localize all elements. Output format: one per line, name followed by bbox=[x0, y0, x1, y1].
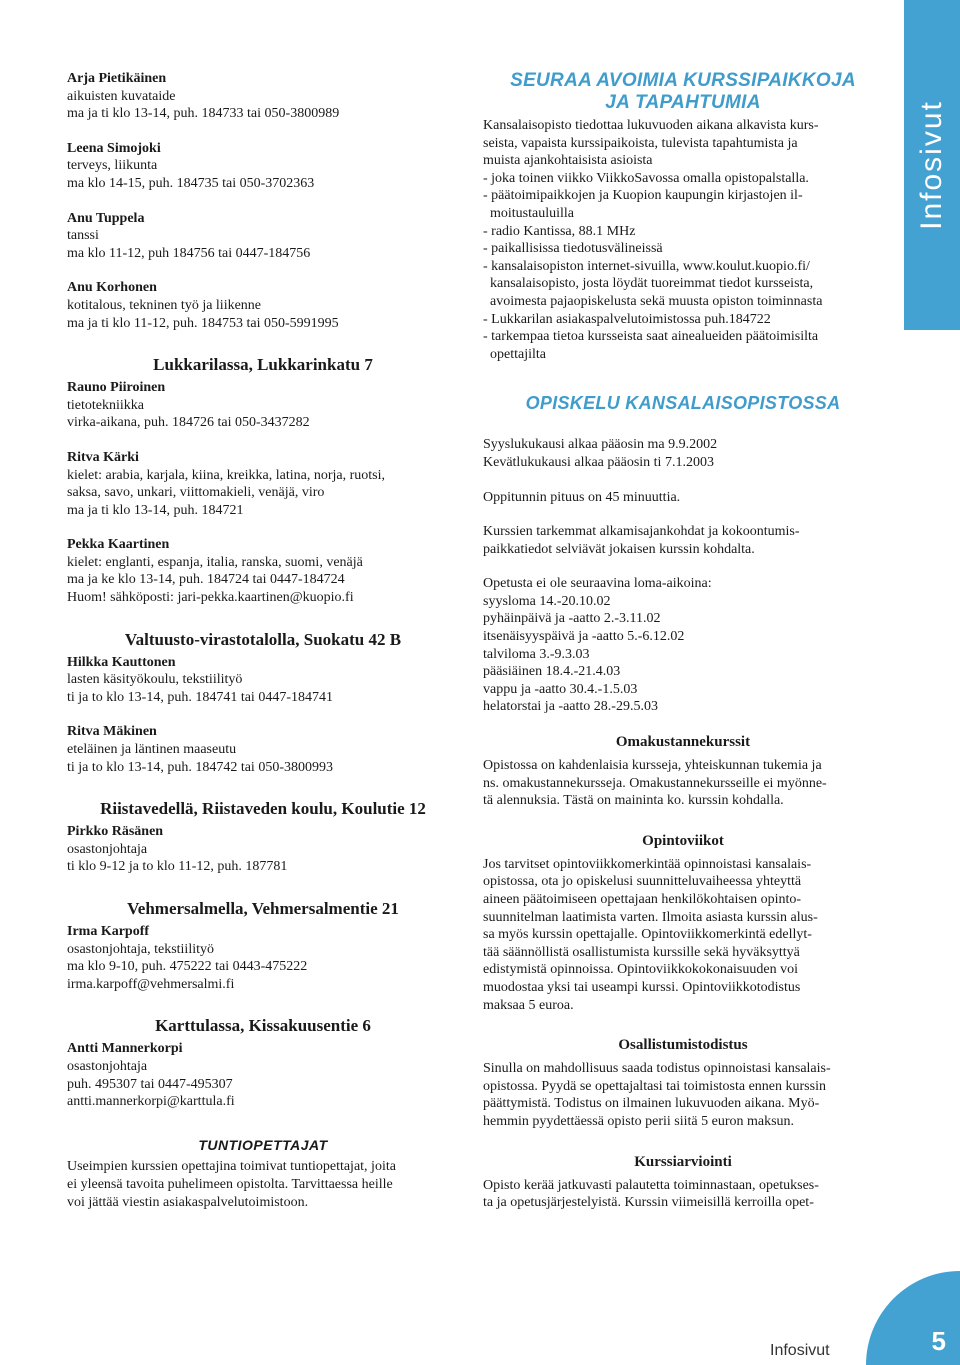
contact-person bbox=[67, 379, 459, 432]
person-detail: ma klo 9-10, puh. 475222 tai 0443-475222 bbox=[67, 959, 308, 975]
person-detail: tanssi bbox=[67, 228, 99, 244]
osallistumistodistus-section bbox=[483, 1036, 883, 1130]
info-line: Oppitunnin pituus on 45 minuuttia. bbox=[483, 489, 681, 505]
person-name: Anu Tuppela bbox=[67, 210, 145, 226]
paragraph-line: suunnitelman laatimista varten. Ilmoita asiasta kurssin alus- bbox=[483, 909, 818, 925]
bullet-line: - radio Kantissa, 88.1 MHz bbox=[483, 223, 636, 239]
contact-person bbox=[67, 654, 459, 707]
paragraph-line: hemmin pyydettäessä opisto perii siitä 5 euron maksun. bbox=[483, 1113, 795, 1129]
paragraph-line: sa myös kurssin opettajalle. Opintoviikkomerkintä edellyt- bbox=[483, 927, 812, 943]
paragraph-line: Opistossa on kahdenlaisia kursseja, yhteiskunnan tukemia ja bbox=[483, 758, 822, 774]
tuntiopettajat-heading: TUNTIOPETTAJAT bbox=[198, 1136, 328, 1153]
person-detail: tietotekniikka bbox=[67, 397, 144, 413]
location-heading: Valtuusto-virastotalolla, Suokatu 42 B bbox=[124, 629, 402, 649]
person-name: Ritva Mäkinen bbox=[67, 724, 157, 740]
person-detail: ma ja ti klo 13-14, puh. 184733 tai 050-3800989 bbox=[67, 106, 340, 122]
location-heading: Karttulassa, Kissakuusentie 6 bbox=[155, 1016, 371, 1036]
paragraph-line: muodostaa yksi tai useampi kurssi. Opintoviikkotodistus bbox=[483, 979, 801, 995]
person-name: Arja Pietikäinen bbox=[67, 71, 167, 86]
person-detail: ma klo 11-12, puh 184756 tai 0447-184756 bbox=[67, 245, 311, 261]
opiskelu-heading: OPISKELU KANSALAISOPISTOSSA bbox=[525, 393, 841, 414]
person-detail: virka-aikana, puh. 184726 tai 050-3437282 bbox=[67, 415, 310, 431]
paragraph-line: päättymistä. Todistus on ilmainen lukuvuoden aikana. Myö- bbox=[483, 1096, 820, 1112]
person-email: irma.karpoff@vehmersalmi.fi bbox=[67, 976, 235, 992]
contact-person bbox=[67, 449, 459, 519]
contact-person bbox=[67, 1040, 459, 1110]
person-detail: ma ja ti klo 11-12, puh. 184753 tai 050-5991995 bbox=[67, 315, 339, 331]
side-tab-label: Infosivut bbox=[915, 100, 949, 230]
paragraph-line: tää säännöllistä osallistumista kurssille sekä hyväksyttyä bbox=[483, 944, 800, 960]
holiday-list bbox=[483, 575, 883, 716]
paragraph-line: edistymistä opinnoissa. Opintoviikkokokonaisuuden voi bbox=[483, 962, 798, 978]
holiday-item: pääsiäinen 18.4.-21.4.03 bbox=[483, 664, 621, 680]
paragraph-line: maksaa 5 euroa. bbox=[483, 997, 574, 1013]
paragraph-line: Jos tarvitset opintoviikkomerkintää opinnoistasi kansalais- bbox=[483, 856, 812, 872]
paragraph-line: opistossa, ota jo opiskelusi suunnitteluvaiheessa yhteyttä bbox=[483, 874, 802, 890]
info-line: paikkatiedot selviävät jokaisen kurssin kohdalta. bbox=[483, 541, 755, 557]
location-valtuusto bbox=[67, 629, 459, 777]
contacts-top bbox=[67, 70, 459, 332]
person-detail: osastonjohtaja bbox=[67, 1058, 148, 1074]
paragraph-line: aineen päätoimiseen opettajaan henkilökohtaisen opinto- bbox=[483, 892, 802, 907]
person-detail: eteläinen ja läntinen maaseutu bbox=[67, 742, 237, 758]
bullet-line: - joka toinen viikko ViikkoSavossa omalla opistopalstalla. bbox=[483, 170, 809, 186]
info-line: Kevätlukukausi alkaa pääosin ti 7.1.2003 bbox=[483, 454, 714, 470]
person-name: Pekka Kaartinen bbox=[67, 537, 170, 553]
paragraph-line: ei yleensä tavoita puhelimeen opistolta. Tarvittaessa heille bbox=[67, 1176, 393, 1192]
paragraph-line: Useimpien kurssien opettajina toimivat tuntiopettajat, joita bbox=[67, 1159, 396, 1175]
person-name: Leena Simojoki bbox=[67, 140, 161, 156]
location-heading: Vehmersalmella, Vehmersalmentie 21 bbox=[127, 899, 399, 918]
contact-person bbox=[67, 210, 459, 263]
person-detail: terveys, liikunta bbox=[67, 158, 158, 174]
person-detail: ti klo 9-12 ja to klo 11-12, puh. 187781 bbox=[67, 859, 288, 875]
person-detail: puh. 495307 tai 0447-495307 bbox=[67, 1076, 233, 1092]
paragraph-line: Sinulla on mahdollisuus saada todistus opinnoistasi kansalais- bbox=[483, 1061, 831, 1077]
person-name: Irma Karpoff bbox=[67, 924, 150, 939]
bullet-line: - päätoimipaikkojen ja Kuopion kaupungin kirjastojen il- bbox=[483, 188, 803, 204]
page-number-badge bbox=[866, 1271, 960, 1365]
paragraph-line: tä alennuksia. Tästä on maininta ko. kurssin kohdalla. bbox=[483, 793, 784, 809]
person-detail: osastonjohtaja, tekstiilityö bbox=[67, 941, 214, 957]
person-detail: kielet: englanti, espanja, italia, ranska, suomi, venäjä bbox=[67, 554, 363, 570]
bullet-line: - paikallisissa tiedotusvälineissä bbox=[483, 241, 663, 257]
person-detail: kielet: arabia, karjala, kiina, kreikka, latina, norja, ruotsi, bbox=[67, 467, 385, 483]
contact-person bbox=[67, 279, 459, 332]
info-block bbox=[483, 489, 883, 507]
paragraph-line: opistossa. Pyydä se opettajaltasi tai toimistosta ennen kurssin bbox=[483, 1078, 826, 1094]
contact-person bbox=[67, 723, 459, 776]
side-tab bbox=[904, 0, 960, 330]
paragraph-line: Opisto kerää jatkuvasti palautetta toiminnastaan, opetukses- bbox=[483, 1177, 819, 1193]
person-name: Rauno Piiroinen bbox=[67, 380, 166, 396]
bullet-line: opettajilta bbox=[483, 346, 546, 362]
holiday-item: talviloma 3.-9.3.03 bbox=[483, 646, 590, 662]
holiday-item: syysloma 14.-20.10.02 bbox=[483, 593, 611, 609]
contact-person bbox=[67, 140, 459, 193]
contact-person bbox=[67, 70, 459, 123]
paragraph-line: voi jättää viestin asiakaspalvelutoimistoon. bbox=[67, 1194, 309, 1210]
person-name: Hilkka Kauttonen bbox=[67, 654, 176, 670]
opintoviikot-section bbox=[483, 832, 883, 1014]
info-block bbox=[483, 523, 883, 558]
person-email: antti.mannerkorpi@karttula.fi bbox=[67, 1094, 235, 1110]
person-detail: ti ja to klo 13-14, puh. 184742 tai 050-3800993 bbox=[67, 759, 333, 775]
location-riistavesi bbox=[67, 798, 459, 876]
bullet-line: - Lukkarilan asiakaspalvelutoimistossa puh.184722 bbox=[483, 311, 771, 327]
omakustanne-section bbox=[483, 733, 883, 810]
seuraa-heading bbox=[483, 70, 883, 114]
info-block bbox=[483, 436, 883, 471]
info-line: Kurssien tarkemmat alkamisajankohdat ja kokoontumis- bbox=[483, 524, 800, 540]
left-column bbox=[67, 70, 459, 1211]
person-detail: lasten käsityökoulu, tekstiilityö bbox=[67, 672, 243, 688]
person-detail: kotitalous, tekninen työ ja liikenne bbox=[67, 297, 262, 313]
footer-label: Infosivut bbox=[770, 1342, 830, 1359]
contact-person bbox=[67, 823, 459, 876]
location-lukkarila bbox=[67, 354, 459, 607]
person-name: Pirkko Räsänen bbox=[67, 824, 164, 840]
paragraph-line: ta ja opetusjärjestelyistä. Kurssin viimeisillä kerroilla opet- bbox=[483, 1195, 814, 1211]
location-karttula bbox=[67, 1015, 459, 1110]
section-heading: Omakustannekurssit bbox=[615, 734, 751, 751]
person-email: Huom! sähköposti: jari-pekka.kaartinen@kuopio.fi bbox=[67, 590, 354, 606]
tuntiopettajat-section bbox=[67, 1137, 459, 1211]
person-detail: ti ja to klo 13-14, puh. 184741 tai 0447-184741 bbox=[67, 689, 333, 705]
paragraph-line: ns. omakustannekursseja. Omakustannekursseille ei myönne- bbox=[483, 775, 827, 791]
section-heading: Osallistumistodistus bbox=[618, 1037, 748, 1054]
contact-person bbox=[67, 536, 459, 606]
seuraa-heading-line-2: JA TAPAHTUMIA bbox=[605, 92, 761, 113]
contact-person bbox=[67, 923, 459, 993]
holiday-item: helatorstai ja -aatto 28.-29.5.03 bbox=[483, 699, 658, 715]
holiday-item: itsenäisyyspäivä ja -aatto 5.-6.12.02 bbox=[483, 629, 685, 645]
right-column bbox=[483, 70, 883, 1212]
paragraph-line: Kansalaisopisto tiedottaa lukuvuoden aikana alkavista kurs- bbox=[483, 118, 819, 133]
person-detail: ma ja ti klo 13-14, puh. 184721 bbox=[67, 502, 244, 518]
section-heading: Kurssiarviointi bbox=[634, 1153, 732, 1170]
bullet-line: - tarkempaa tietoa kursseista saat ainealueiden päätoimisilta bbox=[483, 329, 819, 345]
person-name: Antti Mannerkorpi bbox=[67, 1041, 183, 1057]
paragraph-line: seista, vapaista kurssipaikoista, tulevista tapahtumista ja bbox=[483, 135, 798, 151]
seuraa-section bbox=[483, 70, 883, 363]
person-name: Anu Korhonen bbox=[67, 280, 157, 296]
person-name: Ritva Kärki bbox=[67, 449, 139, 465]
bullet-line: moitustauluilla bbox=[483, 205, 574, 221]
bullet-line: avoimesta pajaopiskelusta sekä muusta opiston toiminnasta bbox=[483, 293, 823, 309]
section-heading: Opintoviikot bbox=[642, 832, 724, 849]
paragraph-line: muista ajankohtaisista asioista bbox=[483, 153, 653, 169]
holiday-item: pyhäinpäivä ja -aatto 2.-3.11.02 bbox=[483, 611, 661, 627]
website-link-line[interactable]: - kansalaisopiston internet-sivuilla, www.koulut.kuopio.fi/ bbox=[483, 258, 810, 274]
info-line: Syyslukukausi alkaa pääosin ma 9.9.2002 bbox=[483, 437, 718, 453]
page-number: 5 bbox=[931, 1326, 946, 1357]
person-detail: ma ja ke klo 13-14, puh. 184724 tai 0447-184724 bbox=[67, 572, 345, 588]
location-heading: Riistavedellä, Riistaveden koulu, Koulutie 12 bbox=[100, 799, 426, 819]
holiday-intro: Opetusta ei ole seuraavina loma-aikoina: bbox=[483, 576, 712, 592]
person-detail: saksa, savo, unkari, viittomakieli, venäjä, viro bbox=[67, 485, 325, 501]
holiday-item: vappu ja -aatto 30.4.-1.5.03 bbox=[483, 681, 638, 697]
location-heading: Lukkarilassa, Lukkarinkatu 7 bbox=[153, 355, 373, 375]
location-vehmersalmi bbox=[67, 898, 459, 993]
person-detail: osastonjohtaja bbox=[67, 841, 148, 857]
person-detail: aikuisten kuvataide bbox=[67, 88, 176, 104]
person-detail: ma klo 14-15, puh. 184735 tai 050-3702363 bbox=[67, 175, 315, 191]
kurssiarviointi-section bbox=[483, 1153, 883, 1212]
opiskelu-section bbox=[483, 393, 883, 716]
website-link-line[interactable]: kansalaisopisto, josta löydät tuoreimmat tiedot kursseista, bbox=[483, 276, 814, 292]
seuraa-heading-line-1: SEURAA AVOIMIA KURSSIPAIKKOJA bbox=[510, 70, 856, 91]
